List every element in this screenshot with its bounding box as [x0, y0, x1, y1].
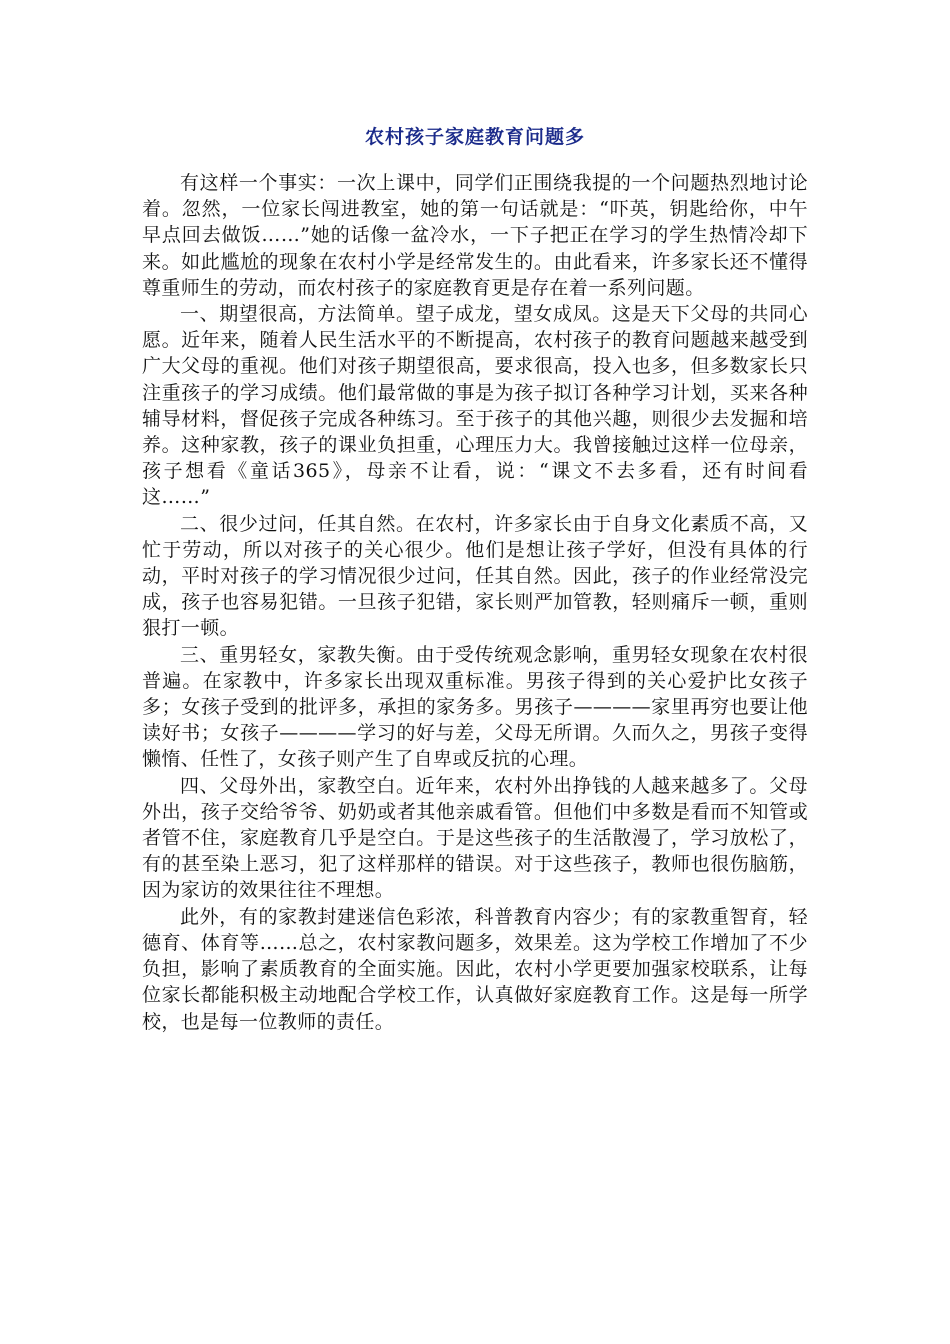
paragraph-intro: 有这样一个事实：一次上课中，同学们正围绕我提的一个问题热烈地讨论着。忽然，一位家长闯进教室，她的第一句话就是：“吓英，钥匙给你，中午早点回去做饭……”她的话像一盆冷水，一下子把正在学习的学生热情冷却下来。如此尴尬的现象在农村小学是经常发生的。由此看来，许多家长还不懂得尊重师生的劳动，而农村孩子的家庭教育更是存在着一系列问题。 — [142, 172, 808, 299]
document-title: 农村孩子家庭教育问题多 — [364, 126, 585, 148]
paragraph-point-3: 三、重男轻女，家教失衡。由于受传统观念影响，重男轻女现象在农村很普遍。在家教中，许多家长出现双重标准。男孩子得到的关心爱护比女孩子多；女孩子受到的批评多，承担的家务多。男孩子————家里再穷也要让他读好书；女孩子————学习的好与差，父母无所谓。久而久之，男孩子变得懒惰、任性了，女孩子则产生了自卑或反抗的心理。 — [142, 643, 808, 771]
paragraph-conclusion: 此外，有的家教封建迷信色彩浓，科普教育内容少；有的家教重智育，轻德育、体育等……总之，农村家教问题多，效果差。这为学校工作增加了不少负担，影响了素质教育的全面实施。因此，农村小学更要加强家校联系，让每位家长都能积极主动地配合学校工作，认真做好家庭教育工作。这是每一所学校，也是每一位教师的责任。 — [142, 905, 808, 1033]
paragraph-point-2: 二、很少过问，任其自然。在农村，许多家长由于自身文化素质不高，又忙于劳动，所以对孩子的关心很少。他们是想让孩子学好，但没有具体的行动，平时对孩子的学习情况很少过问，任其自然。因此，孩子的作业经常没完成，孩子也容易犯错。一旦孩子犯错，家长则严加管教，轻则痛斥一顿，重则狠打一顿。 — [142, 512, 808, 640]
paragraph-point-1: 一、期望很高，方法简单。望子成龙，望女成凤。这是天下父母的共同心愿。近年来，随着人民生活水平的不断提高，农村孩子的教育问题越来越受到广大父母的重视。他们对孩子期望很高，要求很高，投入也多，但多数家长只注重孩子的学习成绩。他们最常做的事是为孩子拟订各种学习计划，买来各种辅导材料，督促孩子完成各种练习。至于孩子的其他兴趣，则很少去发掘和培养。这种家教，孩子的课业负担重，心理压力大。我曾接触过这样一位母亲，孩子想看《童话365》，母亲不让看，说：“课文不去多看，还有时间看这……” — [142, 303, 808, 509]
paragraph-point-4: 四、父母外出，家教空白。近年来，农村外出挣钱的人越来越多了。父母外出，孩子交给爷爷、奶奶或者其他亲戚看管。但他们中多数是看而不知管或者管不住，家庭教育几乎是空白。于是这些孩子的生活散漫了，学习放松了，有的甚至染上恶习，犯了这样那样的错误。对于这些孩子，教师也很伤脑筋，因为家访的效果往往不理想。 — [142, 774, 808, 902]
document-body — [142, 122, 808, 1035]
